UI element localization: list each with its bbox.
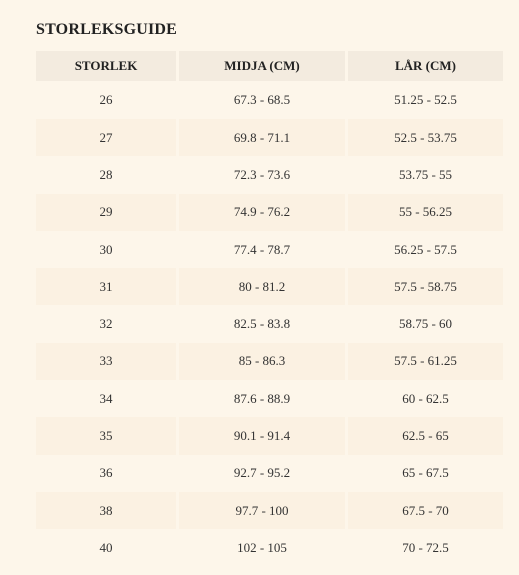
- cell-thigh: 56.25 - 57.5: [394, 241, 457, 257]
- cell-size: 36: [99, 465, 113, 481]
- size-guide-table: [33, 51, 506, 567]
- cell-size: 26: [99, 92, 113, 107]
- table-row: [36, 455, 503, 492]
- cell-waist: 74.9 - 76.2: [179, 194, 345, 231]
- cell-size: 30: [99, 241, 113, 257]
- cell-thigh: 51.25 - 52.5: [394, 92, 457, 107]
- cell-waist: 80 - 81.2: [179, 268, 345, 305]
- cell-waist: 69.8 - 71.1: [179, 119, 345, 156]
- cell-size: 38: [36, 492, 176, 529]
- table-row: [36, 305, 503, 342]
- cell-waist: 67.3 - 68.5: [233, 92, 291, 107]
- cell-thigh: 58.75 - 60: [398, 316, 453, 332]
- cell-thigh: 57.5 - 58.75: [348, 268, 503, 305]
- cell-size: 28: [99, 166, 113, 182]
- table-row: [36, 380, 503, 417]
- cell-waist: 90.1 - 91.4: [179, 417, 345, 454]
- cell-waist: 102 - 105: [237, 539, 287, 555]
- cell-waist: 72.3 - 73.6: [233, 166, 291, 182]
- table-row: [36, 343, 503, 380]
- table-row: [36, 417, 503, 454]
- table-row: [36, 268, 503, 305]
- column-header-size: STORLEK: [36, 51, 176, 81]
- table-row: [36, 529, 503, 566]
- cell-waist: 92.7 - 95.2: [233, 465, 291, 481]
- cell-thigh: 65 - 67.5: [402, 465, 449, 481]
- table-row: [36, 156, 503, 193]
- cell-waist: 77.4 - 78.7: [233, 241, 291, 257]
- cell-waist: 82.5 - 83.8: [233, 316, 291, 332]
- cell-waist: 87.6 - 88.9: [233, 390, 291, 406]
- cell-size: 35: [36, 417, 176, 454]
- column-header-waist: MIDJA (CM): [179, 51, 345, 81]
- cell-size: 32: [99, 316, 113, 332]
- cell-waist: 85 - 86.3: [179, 343, 345, 380]
- table-header-row: [36, 51, 503, 81]
- cell-size: 34: [99, 390, 113, 406]
- table-row: [36, 492, 503, 529]
- cell-thigh: 52.5 - 53.75: [348, 119, 503, 156]
- cell-size: 31: [36, 268, 176, 305]
- cell-thigh: 53.75 - 55: [398, 166, 453, 182]
- table-row: [36, 231, 503, 268]
- cell-size: 27: [36, 119, 176, 156]
- cell-thigh: 67.5 - 70: [348, 492, 503, 529]
- cell-size: 33: [36, 343, 176, 380]
- cell-waist: 97.7 - 100: [179, 492, 345, 529]
- page-title: STORLEKSGUIDE: [36, 21, 178, 38]
- cell-thigh: 60 - 62.5: [402, 390, 449, 406]
- cell-thigh: 55 - 56.25: [348, 194, 503, 231]
- table-row: [36, 194, 503, 231]
- table-row: [36, 81, 503, 119]
- table-row: [36, 119, 503, 156]
- column-header-thigh: LÅR (CM): [348, 51, 503, 81]
- cell-thigh: 57.5 - 61.25: [348, 343, 503, 380]
- cell-thigh: 70 - 72.5: [402, 539, 449, 555]
- cell-size: 29: [36, 194, 176, 231]
- cell-thigh: 62.5 - 65: [348, 417, 503, 454]
- cell-size: 40: [99, 539, 113, 555]
